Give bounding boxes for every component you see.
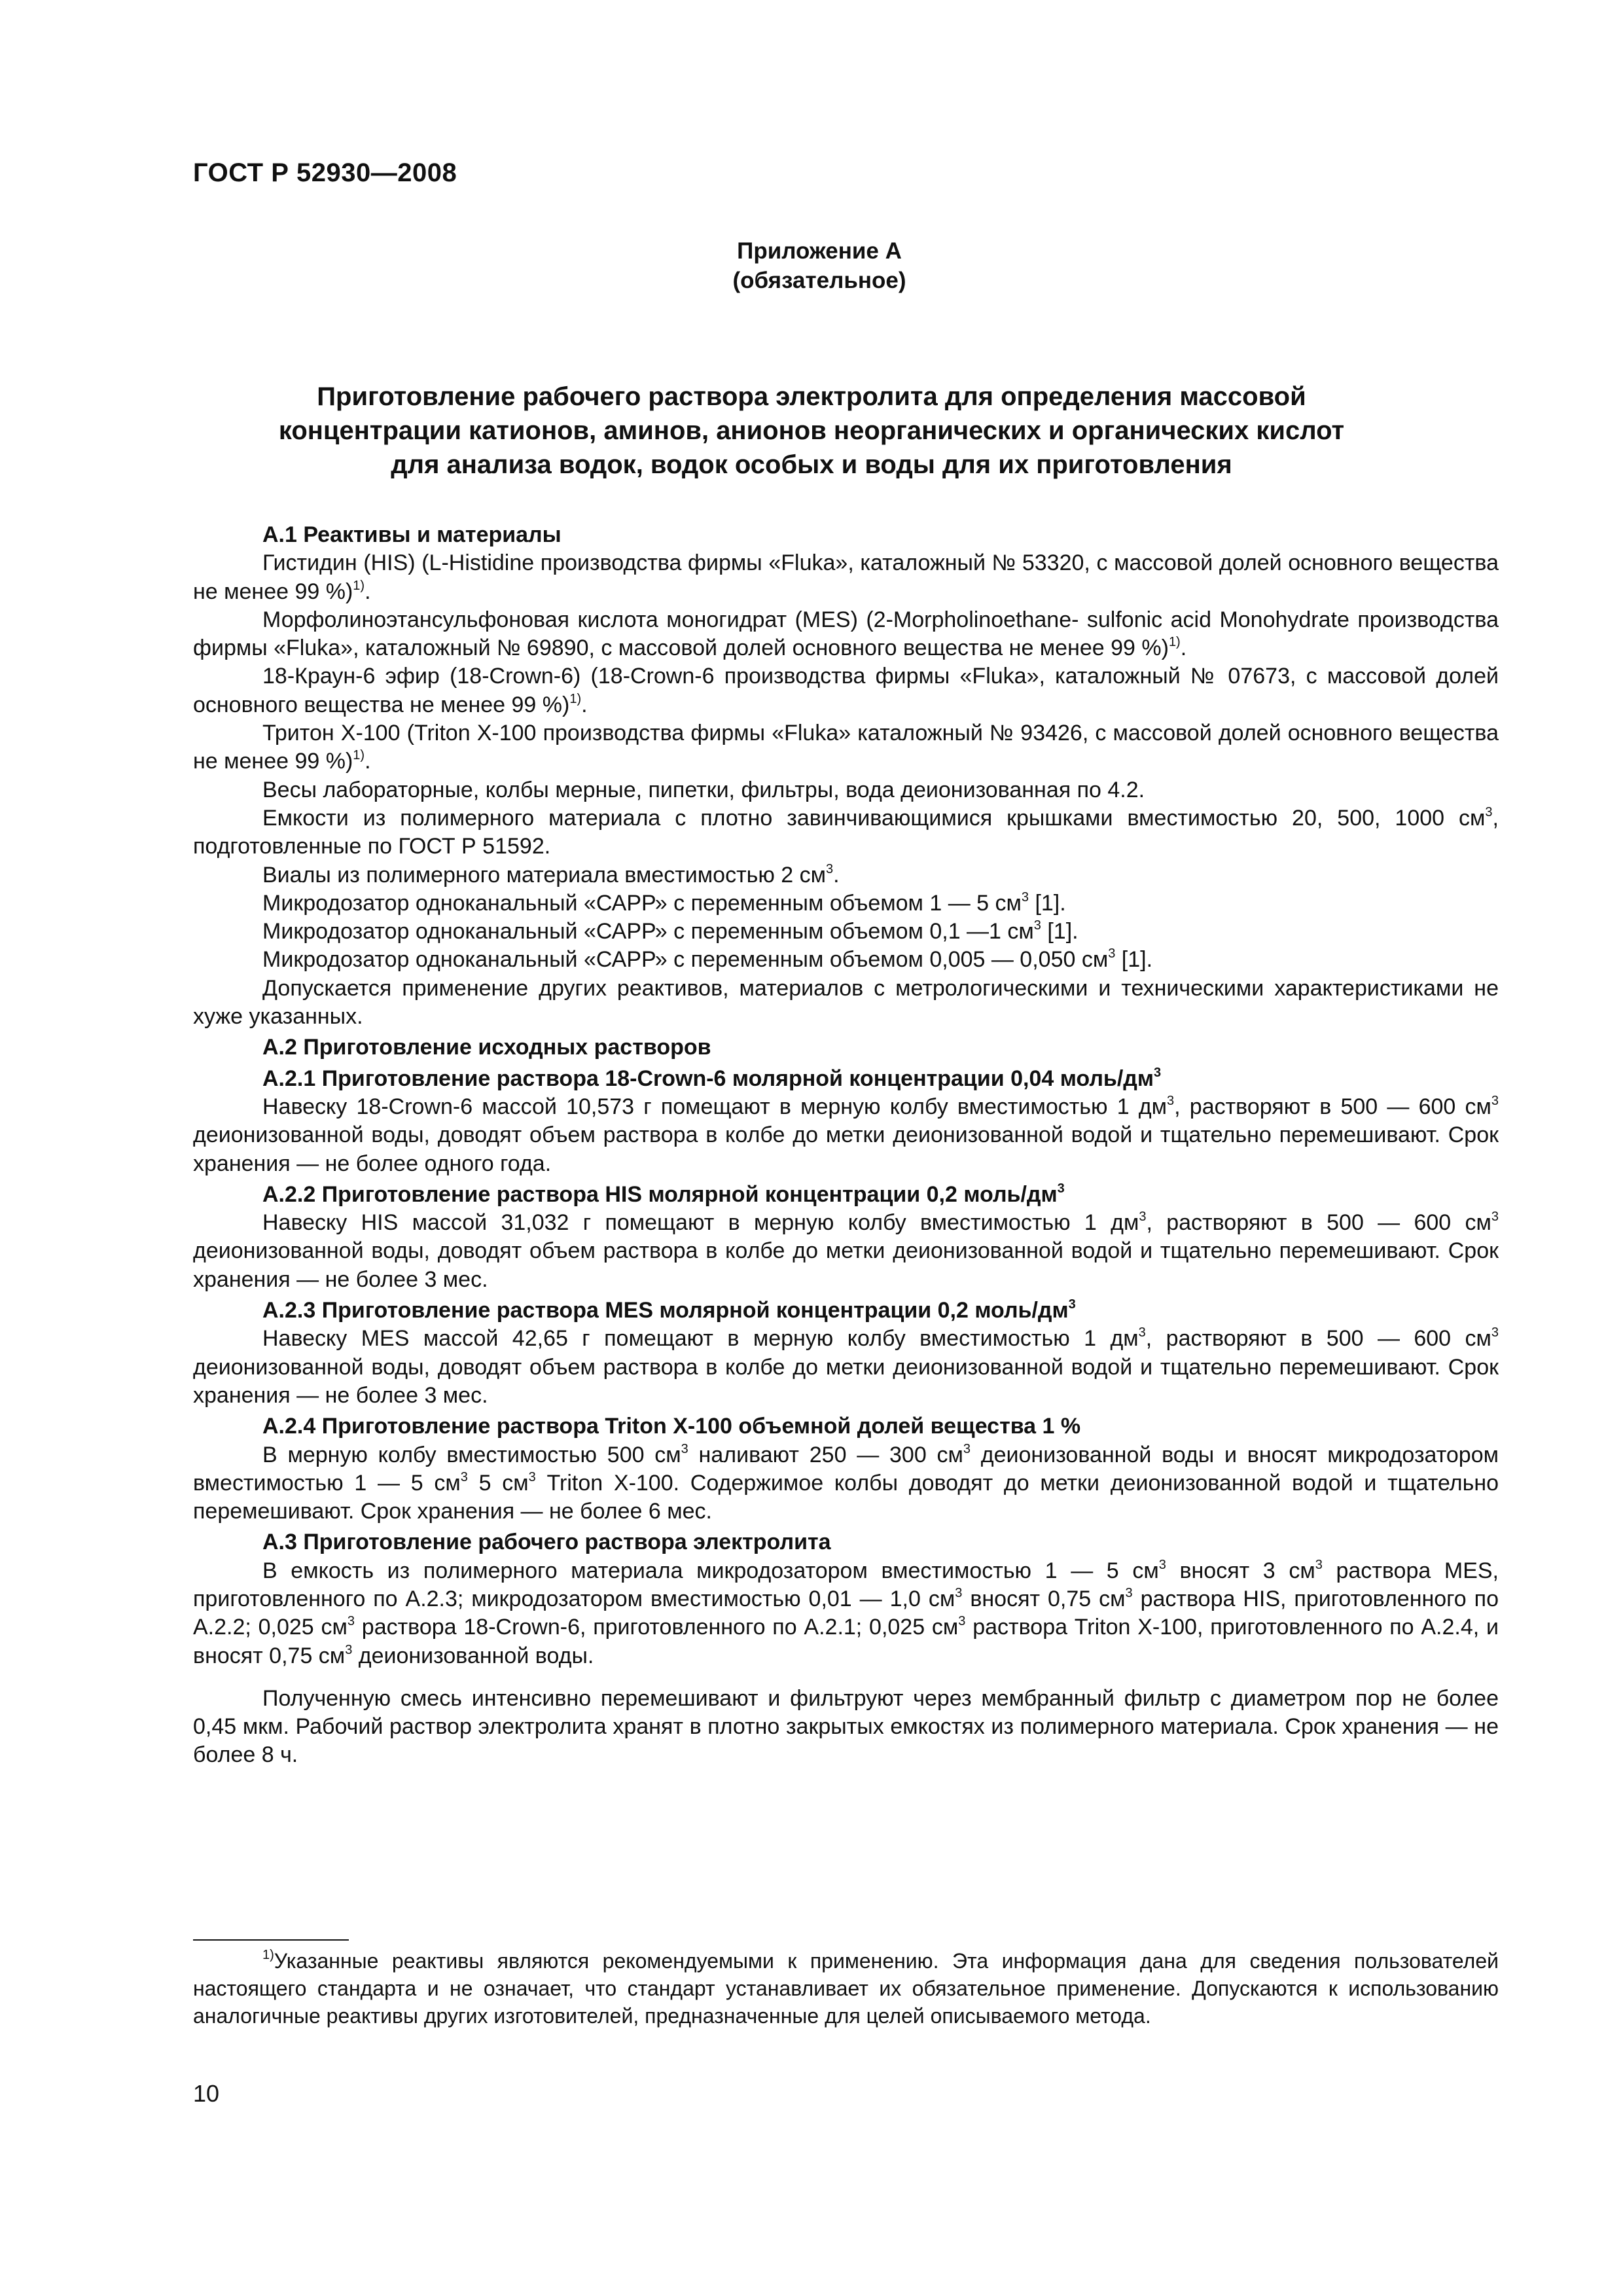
paragraph: Морфолиноэтансульфоновая кислота моногидрат (MES) (2-Morpholinoethane- sulfonic acid Monohydrate производства фирмы «Fluka», каталожный № 69890, с массовой долей основного вещества не менее 99 %)$^{1)}$.	[193, 607, 1499, 661]
paragraph: Гистидин (HIS) (L-Histidine производства фирмы «Fluka», каталожный № 53320, с массовой долей основного вещества не менее 99 %)$^{1)}$.	[193, 550, 1499, 604]
subsection-heading-a24: А.2.4 Приготовление раствора Triton X-100 объемной долей вещества 1 %	[262, 1414, 1081, 1439]
page-number: 10	[193, 2080, 220, 2107]
paragraph: Виалы из полимерного материала вместимостью 2 $см^3$.	[262, 861, 840, 888]
subsection-heading-a21: А.2.1 Приготовление раствора 18-Crown-6 молярной концентрации 0,04 моль/$дм^3$	[262, 1065, 1162, 1091]
paragraph: В мерную колбу вместимостью 500 $см^3$ наливают 250 — 300 $см^3$ деионизованной воды и вносят микродозатором вместимостью 1 — 5 $см^3$ 5 $см^3$ Triton X-100. Содержимое колбы доводят до метки деионизованной водой и тщательно перемешивают. Срок хранения — не более 6 мес.	[193, 1441, 1499, 1524]
footnote	[193, 1947, 1499, 2030]
section-heading-a1: А.1 Реактивы и материалы	[262, 522, 562, 547]
paragraph: Допускается применение других реактивов, материалов с метрологическими и техническими характеристиками не хуже указанных.	[193, 975, 1499, 1030]
paragraph: Микродозатор одноканальный «САРР» с переменным объемом 0,005 — 0,050 $см^3$ [1].	[262, 946, 1153, 973]
paragraph: В емкость из полимерного материала микродозатором вместимостью 1 — 5 $см^3$ вносят 3 $см^3$ раствора MES, приготовленного по А.2.3; микродозатором вместимостью 0,01 — 1,0 $см^3$ вносят 0,75 $см^3$ раствора HIS, приготовленного по А.2.2; 0,025 $см^3$ раствора 18-Crown-6, приготовленного по А.2.1; 0,025 $см^3$ раствора Triton X-100, приготовленного по А.2.4, и вносят 0,75 $см^3$ деионизованной воды.	[193, 1557, 1499, 1668]
document-header: ГОСТ Р 52930—2008	[193, 158, 457, 187]
paragraph: Весы лабораторные, колбы мерные, пипетки, фильтры, вода деионизованная по 4.2.	[262, 777, 1145, 802]
annex-title-line: Приготовление рабочего раствора электролита для определения массовой	[317, 382, 1306, 411]
subsection-heading-a22: А.2.2 Приготовление раствора HIS молярной концентрации 0,2 моль/$дм^3$	[262, 1181, 1065, 1207]
subsection-heading-a23: А.2.3 Приготовление раствора MES молярной концентрации 0,2 моль/$дм^3$	[262, 1297, 1076, 1323]
annex-title-line: для анализа водок, водок особых и воды для их приготовления	[391, 450, 1232, 479]
section-heading-a2: А.2 Приготовление исходных растворов	[262, 1035, 711, 1060]
footnote-text: $^{1)}$Указанные реактивы являются рекомендуемыми к применению. Эта информация дана для сведения пользователей настоящего стандарта и не означает, что стандарт устанавливает их обязательное применение. Допускаются к использованию аналогичные реактивы других изготовителей, предназначенные для целей описываемого метода.	[193, 1948, 1499, 2028]
annex-label: Приложение А	[737, 238, 902, 264]
annex-body	[193, 518, 1499, 1770]
annex-title	[170, 380, 1453, 482]
section-heading-a3: А.3 Приготовление рабочего раствора электролита	[262, 1530, 831, 1555]
paragraph: 18-Краун-6 эфир (18-Crown-6) (18-Crown-6 производства фирмы «Fluka», каталожный № 07673, с массовой долей основного вещества не менее 99 %)$^{1)}$.	[193, 664, 1499, 717]
paragraph: Навеску 18-Crown-6 массой 10,573 г помещают в мерную колбу вместимостью 1 $дм^3$, растворяют в 500 — 600 $см^3$ деионизованной воды, доводят объем раствора в колбе до метки деионизованной водой и тщательно перемешивают. Срок хранения — не более одного года.	[193, 1093, 1499, 1176]
paragraph: Навеску HIS массой 31,032 г помещают в мерную колбу вместимостью 1 $дм^3$, растворяют в 500 — 600 $см^3$ деионизованной воды, доводят объем раствора в колбе до метки деионизованной водой и тщательно перемешивают. Срок хранения — не более 3 мес.	[193, 1210, 1499, 1292]
paragraph: Микродозатор одноканальный «САРР» с переменным объемом 1 — 5 $см^3$ [1].	[262, 889, 1066, 916]
paragraph: Навеску MES массой 42,65 г помещают в мерную колбу вместимостью 1 $дм^3$, растворяют в 500 — 600 $см^3$ деионизованной воды, доводят объем раствора в колбе до метки деионизованной водой и тщательно перемешивают. Срок хранения — не более 3 мес.	[193, 1325, 1499, 1408]
annex-status: (обязательное)	[732, 268, 906, 293]
annex-title-line: концентрации катионов, аминов, анионов неорганических и органических кислот	[278, 416, 1345, 445]
footnote-marker: 1)	[262, 1948, 274, 1962]
paragraph: Тритон Х-100 (Triton X-100 производства фирмы «Fluka» каталожный № 93426, с массовой долей основного вещества не менее 99 %)$^{1)}$.	[193, 721, 1499, 774]
paragraph: Микродозатор одноканальный «САРР» с переменным объемом 0,1 —1 $см^3$ [1].	[262, 918, 1079, 944]
paragraph: Емкости из полимерного материала с плотно завинчивающимися крышками вместимостью 20, 500, 1000 $см^3$, подготовленные по ГОСТ Р 51592.	[193, 804, 1499, 859]
paragraph: Полученную смесь интенсивно перемешивают и фильтруют через мембранный фильтр с диаметром пор не более 0,45 мкм. Рабочий раствор электролита хранят в плотно закрытых емкостях из полимерного материала. Срок хранения — не более 8 ч.	[193, 1685, 1499, 1768]
footnote-divider	[193, 1939, 349, 1941]
